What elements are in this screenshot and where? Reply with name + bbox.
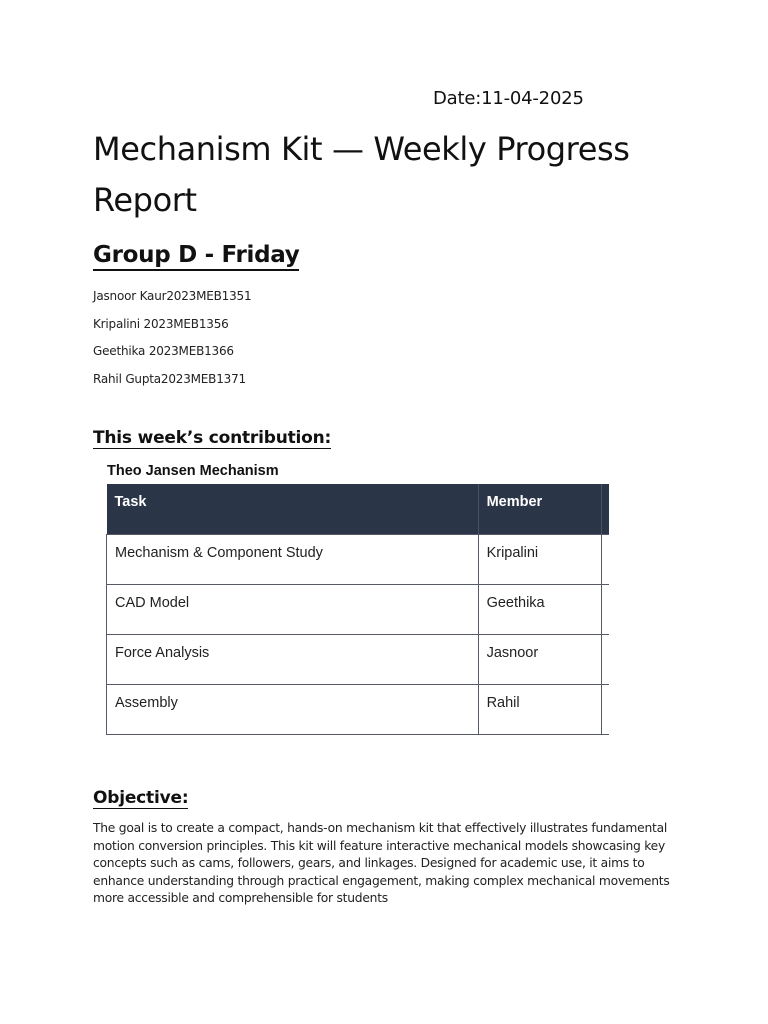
task-cell: Mechanism & Component Study <box>107 534 479 584</box>
table-row <box>107 534 610 584</box>
table-row <box>107 634 610 684</box>
member-list <box>93 289 251 399</box>
group-heading: Group D - Friday <box>93 241 299 271</box>
header-extra <box>601 484 609 534</box>
member-cell: Rahil <box>478 684 601 734</box>
table-title: Theo Jansen Mechanism <box>107 463 279 479</box>
table-row <box>107 584 610 634</box>
report-date: Date:11-04-2025 <box>433 88 584 109</box>
contribution-heading: This week’s contribution: <box>93 428 332 448</box>
member-item: Rahil Gupta2023MEB1371 <box>93 371 246 386</box>
objective-heading: Objective: <box>93 788 189 808</box>
member-item: Geethika 2023MEB1366 <box>93 344 234 358</box>
report-title: Mechanism Kit — Weekly Progress Report <box>93 130 630 219</box>
table-header-row <box>107 484 610 534</box>
header-member: Member <box>478 484 601 534</box>
member-item: Jasnoor Kaur2023MEB1351 <box>93 289 252 303</box>
member-cell: Jasnoor <box>478 634 601 684</box>
member-item: Kripalini 2023MEB1356 <box>93 316 229 331</box>
task-table <box>106 484 609 735</box>
extra-cell <box>601 584 609 634</box>
extra-cell <box>601 534 609 584</box>
task-cell: Force Analysis <box>107 634 479 684</box>
member-cell: Kripalini <box>478 534 601 584</box>
extra-cell <box>601 684 609 734</box>
member-cell: Geethika <box>478 584 601 634</box>
table-row <box>107 684 610 734</box>
task-cell: CAD Model <box>107 584 479 634</box>
objective-text: The goal is to create a compact, hands-on mechanism kit that effectively illustrates fundamental motion conversion principles. This kit will feature interactive mechanical models showcasing key concepts such as cams, followers, gears, and linkages. Designed for academic use, it aims to enhance understanding through practical engagement, making complex mechanical movements more accessible and comprehensible for students <box>93 821 670 906</box>
header-task: Task <box>107 484 479 534</box>
task-cell: Assembly <box>107 684 479 734</box>
extra-cell <box>601 634 609 684</box>
